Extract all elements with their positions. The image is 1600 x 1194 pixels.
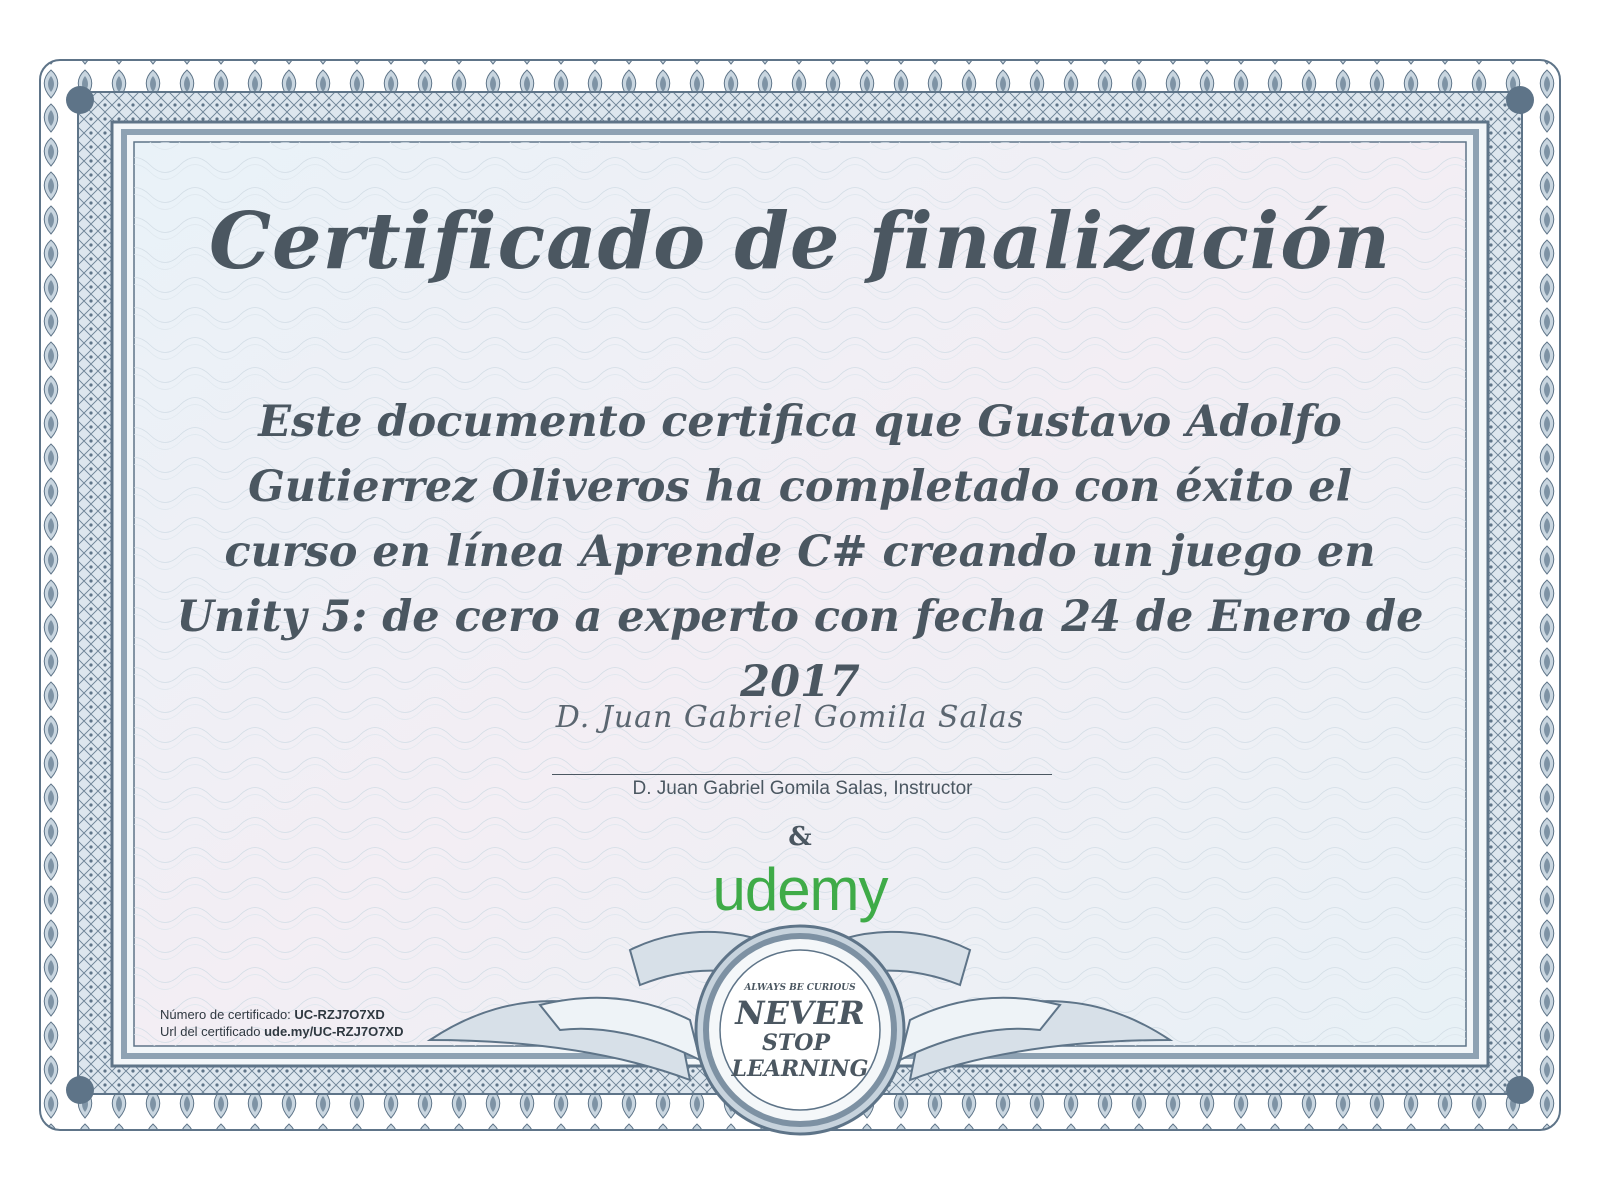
certificate-statement: Este documento certifica que Gustavo Adolfo Gutierrez Oliveros ha completado con éxito el curso en línea Aprende C# creando un juego en Unity 5: de cero a experto con fecha 24 de Enero de 2017 [176, 397, 1424, 707]
ampersand: & [788, 822, 812, 852]
instructor-caption: D. Juan Gabriel Gomila Salas, Instructor [632, 778, 973, 799]
signature-line [552, 774, 1052, 775]
certificate-url-link[interactable]: ude.my/UC-RZJ7O7XD [264, 1024, 404, 1039]
certificate-number-value: UC-RZJ7O7XD [294, 1007, 385, 1022]
certificate-meta [160, 1006, 403, 1040]
seal-top-text: ALWAYS BE CURIOUS [744, 983, 856, 993]
certificate-url-label: Url del certificado [160, 1024, 261, 1039]
udemy-logo-text: udemy [712, 856, 888, 923]
certificate-url-row [160, 1023, 403, 1040]
udemy-logo [650, 856, 950, 923]
certificate-number-row [160, 1006, 403, 1023]
certificate-number-label: Número de certificado: [160, 1007, 291, 1022]
instructor-signature: D. Juan Gabriel Gomila Salas [555, 700, 1025, 735]
seal-line-stop: STOP [762, 1030, 830, 1056]
certificate-title: Certificado de finalización [208, 196, 1392, 287]
seal-lettering [710, 940, 890, 1120]
seal-line-never: NEVER [735, 994, 865, 1032]
seal-line-learning: LEARNING [731, 1056, 869, 1082]
